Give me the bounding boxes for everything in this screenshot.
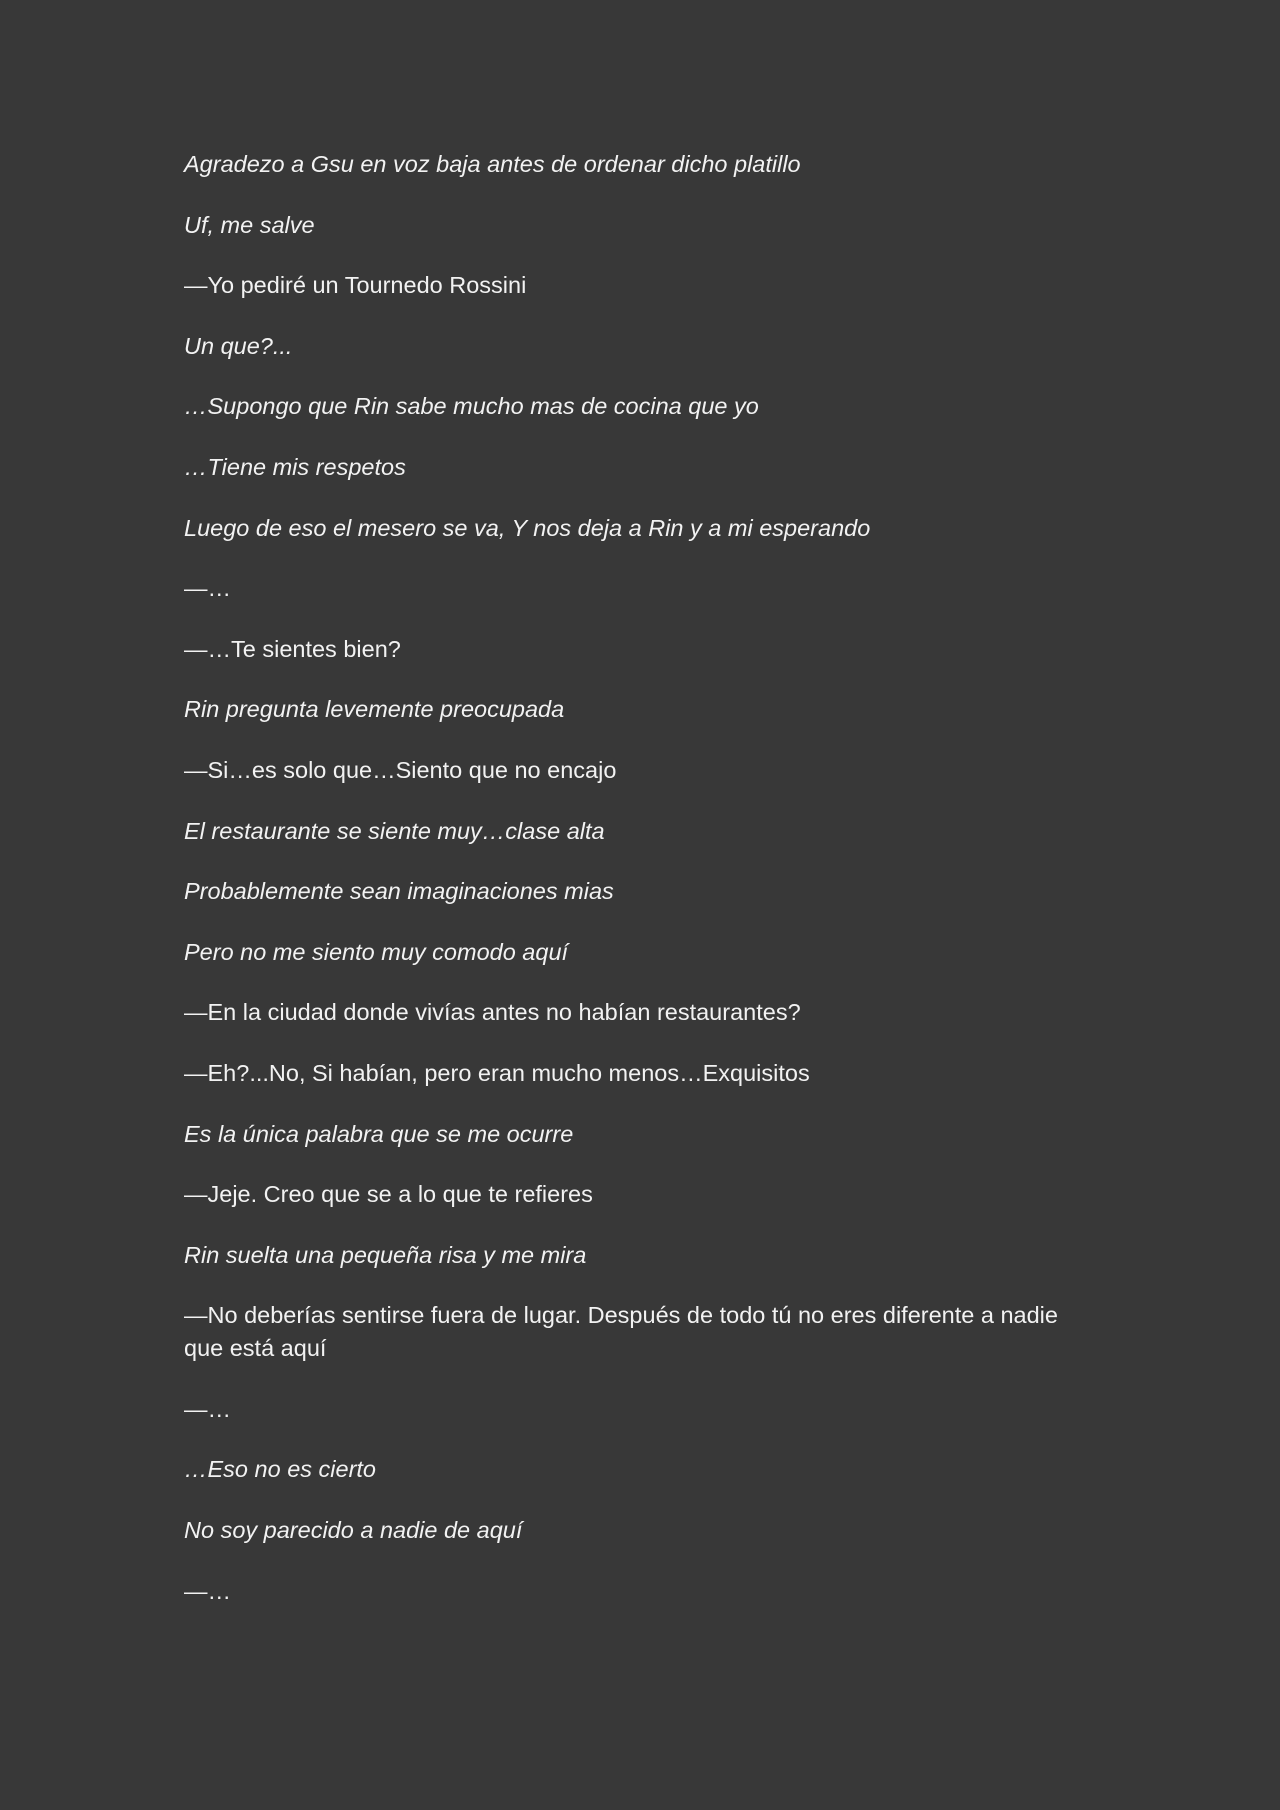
text-line: —Eh?...No, Si habían, pero eran mucho menos…Exquisitos xyxy=(184,1059,810,1086)
text-line: Pero no me siento muy comodo aquí xyxy=(184,938,569,965)
text-line: —En la ciudad donde vivías antes no habían restaurantes? xyxy=(184,999,801,1026)
text-line: —… xyxy=(184,1577,231,1604)
text-line: —Si…es solo que…Siento que no encajo xyxy=(184,756,617,783)
text-line: Rin pregunta levemente preocupada xyxy=(184,696,565,723)
text-line: —…Te sientes bien? xyxy=(184,635,401,662)
text-line: No soy parecido a nadie de aquí xyxy=(184,1517,523,1544)
text-line: —… xyxy=(184,575,231,602)
text-line: Rin suelta una pequeña risa y me mira xyxy=(184,1241,587,1268)
text-line: El restaurante se siente muy…clase alta xyxy=(184,817,605,844)
text-line: …Tiene mis respetos xyxy=(184,453,406,480)
text-line: Agradezo a Gsu en voz baja antes de ordenar dicho platillo xyxy=(184,151,801,177)
text-line: Probablemente sean imaginaciones mias xyxy=(184,878,614,905)
text-line: Uf, me salve xyxy=(184,211,315,238)
text-line: —Jeje. Creo que se a lo que te refieres xyxy=(184,1181,593,1208)
text-line: —… xyxy=(184,1395,231,1422)
text-line: Un que?... xyxy=(184,332,293,359)
text-line: —No deberías sentirse fuera de lugar. Después de todo tú no eres diferente a nadie que está aquí xyxy=(184,1302,1058,1362)
text-line: Luego de eso el mesero se va, Y nos deja a Rin y a mi esperando xyxy=(184,514,871,541)
text-line: —Yo pediré un Tournedo Rossini xyxy=(184,272,527,299)
text-line: Es la única palabra que se me ocurre xyxy=(184,1120,574,1147)
text-line: …Eso no es cierto xyxy=(184,1456,377,1483)
text-line: …Supongo que Rin sabe mucho mas de cocina que yo xyxy=(184,393,759,420)
